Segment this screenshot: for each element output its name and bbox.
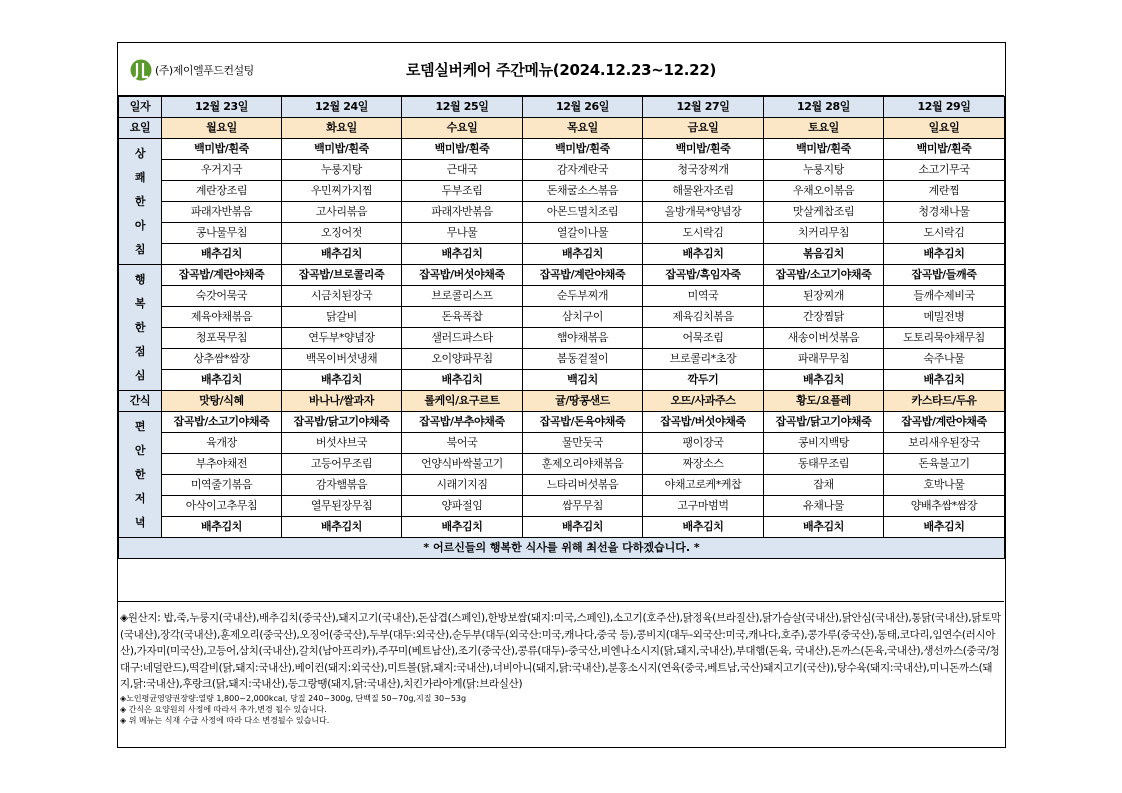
weekday-label: 요일 [119, 118, 162, 139]
lunch-item: 배추김치 [402, 370, 523, 391]
lunch-row [119, 328, 1005, 349]
lunch-item: 브로콜리*초장 [643, 349, 764, 370]
dinner-item: 잡곡밥/부추야채죽 [402, 412, 523, 433]
breakfast-item: 배추김치 [402, 244, 523, 265]
lunch-item: 도토리묵야채무침 [884, 328, 1005, 349]
breakfast-item: 도시락김 [884, 223, 1005, 244]
lunch-item: 잡곡밥/흑임자죽 [643, 265, 764, 286]
dinner-item: 육개장 [162, 433, 282, 454]
dinner-label-char: 편 [134, 419, 146, 433]
origin-text: ◈원산지: 밥,죽,누룽지(국내산),배추김치(중국산),돼지고기(국내산),돈삼겹(스페인),한방보쌈(돼지:미국,스페인),소고기(호주산),닭정육(브라질산),닭가슴살(국내산),닭안심(국내산),통닭(국내산),닭토막(국내산),장각(국내산),훈제오리(중국산),오징어(중국산),두부(대두:외국산),순두부(대두(외국산:미국,캐나다,중국 등),콩비지(대두-외국산:미국,캐나다,호주),콩가루(중국산),동태,코다리,임연수(러시아산),가자미(미국산),고등어,삼치(국내산),갈치(남아프리카),주꾸미(베트남산),조기(중국산),콩류(대두)-중국산,비엔나소시지(닭,돼지,국내산),부대햄(돈육, 국내산),돈까스(돈육,국내산),생선까스(중국/청대구:네덜란드),떡갈비(닭,돼지:국내산),베이컨(돼지:외국산),미트볼(닭,돼지:국내산),너비아니(돼지,닭:국내산),분홍소시지(연육(중국,베트남,국산)돼지고기(국산)),탕수육(돼지:국내산),미니돈까스(돼지,닭:국내산),후랑크(닭,돼지:국내산),동그랑땡(돼지,닭:국내산),치킨가라아게(닭:브라실산) [120, 612, 1001, 690]
breakfast-item: 올방개묵*양념장 [643, 202, 764, 223]
snack-item: 오뜨/사과주스 [643, 391, 764, 412]
breakfast-item: 누룽지탕 [282, 160, 402, 181]
lunch-item: 배추김치 [764, 370, 884, 391]
dinner-item: 양파절임 [402, 496, 523, 517]
lunch-item: 잡곡밥/버섯야채죽 [402, 265, 523, 286]
lunch-item: 브로콜리스프 [402, 286, 523, 307]
lunch-item: 메밀전병 [884, 307, 1005, 328]
dinner-item: 언양식바싹불고기 [402, 454, 523, 475]
dinner-item: 배추김치 [643, 517, 764, 538]
lunch-row [119, 370, 1005, 391]
breakfast-item: 배추김치 [523, 244, 643, 265]
dinner-item: 잡채 [764, 475, 884, 496]
weekly-menu-table [118, 96, 1005, 559]
lunch-row [119, 349, 1005, 370]
dinner-row [119, 517, 1005, 538]
lunch-label [119, 265, 162, 391]
notice-row [119, 538, 1005, 559]
dinner-item: 고등어무조림 [282, 454, 402, 475]
dinner-item: 미역줄기볶음 [162, 475, 282, 496]
dinner-item: 물만둣국 [523, 433, 643, 454]
lunch-item: 제육김치볶음 [643, 307, 764, 328]
dinner-item: 배추김치 [162, 517, 282, 538]
dinner-row [119, 412, 1005, 433]
lunch-label-char: 복 [134, 296, 146, 310]
dinner-label-char: 한 [134, 467, 146, 481]
breakfast-item: 배추김치 [282, 244, 402, 265]
lunch-item: 숙주나물 [884, 349, 1005, 370]
lunch-item: 깍두기 [643, 370, 764, 391]
company-name: (주)제이엘푸드컨설팅 [155, 64, 254, 77]
lunch-item: 파래무무침 [764, 349, 884, 370]
weekday-row [119, 118, 1005, 139]
dinner-item: 야채고로케*케찹 [643, 475, 764, 496]
footnote-nutrition: ◈노인평균영양권장량:열량 1,800~2,000kcal, 당질 240~300g, 단백질 50~70g,지질 30~53g [120, 693, 467, 703]
dinner-item: 보리새우된장국 [884, 433, 1005, 454]
breakfast-item: 해물완자조림 [643, 181, 764, 202]
lunch-item: 잡곡밥/소고기야채죽 [764, 265, 884, 286]
weekday-cell: 화요일 [282, 118, 402, 139]
breakfast-item: 소고기무국 [884, 160, 1005, 181]
lunch-item: 잡곡밥/들깨죽 [884, 265, 1005, 286]
lunch-item: 잡곡밥/브로콜리죽 [282, 265, 402, 286]
breakfast-item: 계란찜 [884, 181, 1005, 202]
dinner-item: 버섯샤브국 [282, 433, 402, 454]
snack-item: 맛탕/식혜 [162, 391, 282, 412]
date-cell: 12월 26일 [523, 97, 643, 118]
breakfast-item: 맛살케찹조림 [764, 202, 884, 223]
snack-item: 황도/요플레 [764, 391, 884, 412]
breakfast-label [119, 139, 162, 265]
lunch-item: 햄야채볶음 [523, 328, 643, 349]
lunch-item: 돈육폭찹 [402, 307, 523, 328]
lunch-item: 연두부*양념장 [282, 328, 402, 349]
dinner-item: 잡곡밥/계란야채죽 [884, 412, 1005, 433]
lunch-label-char: 점 [134, 344, 146, 358]
breakfast-item: 배추김치 [884, 244, 1005, 265]
notice: * 어르신들의 행복한 식사를 위해 최선을 다하겠습니다. * [119, 538, 1005, 559]
date-cell: 12월 23일 [162, 97, 282, 118]
dinner-item: 양배추쌈*쌈장 [884, 496, 1005, 517]
lunch-item: 닭갈비 [282, 307, 402, 328]
breakfast-row [119, 160, 1005, 181]
weekday-cell: 토요일 [764, 118, 884, 139]
lunch-item: 순두부찌개 [523, 286, 643, 307]
snack-item: 바나나/쌀과자 [282, 391, 402, 412]
lunch-item: 배추김치 [282, 370, 402, 391]
lunch-label-char: 행 [134, 272, 146, 286]
breakfast-item: 볶음김치 [764, 244, 884, 265]
breakfast-item: 고사리볶음 [282, 202, 402, 223]
lunch-item: 들깨수제비국 [884, 286, 1005, 307]
origin-info [118, 601, 1004, 747]
breakfast-item: 파래자반볶음 [162, 202, 282, 223]
lunch-item: 봄동겉절이 [523, 349, 643, 370]
date-cell: 12월 27일 [643, 97, 764, 118]
breakfast-label-char: 아 [134, 218, 146, 232]
dinner-item: 배추김치 [884, 517, 1005, 538]
dinner-item: 쌈무무침 [523, 496, 643, 517]
lunch-item: 간장찜닭 [764, 307, 884, 328]
breakfast-item: 파래자반볶음 [402, 202, 523, 223]
breakfast-item: 백미밥/흰죽 [884, 139, 1005, 160]
dinner-item: 북어국 [402, 433, 523, 454]
breakfast-item: 백미밥/흰죽 [523, 139, 643, 160]
lunch-item: 백김치 [523, 370, 643, 391]
weekday-cell: 일요일 [884, 118, 1005, 139]
date-cell: 12월 25일 [402, 97, 523, 118]
dinner-item: 유채나물 [764, 496, 884, 517]
dinner-item: 아삭이고추무침 [162, 496, 282, 517]
lunch-item: 오이양파무침 [402, 349, 523, 370]
lunch-item: 잡곡밥/계란야채죽 [523, 265, 643, 286]
dinner-label-char: 녁 [134, 515, 146, 529]
lunch-item: 어묵조림 [643, 328, 764, 349]
snack-item: 카스타드/두유 [884, 391, 1005, 412]
dinner-row [119, 433, 1005, 454]
breakfast-label-char: 침 [134, 242, 146, 256]
date-label: 일자 [119, 97, 162, 118]
dinner-item: 잡곡밥/닭고기야채죽 [282, 412, 402, 433]
lunch-item: 제육야채볶음 [162, 307, 282, 328]
breakfast-item: 백미밥/흰죽 [764, 139, 884, 160]
breakfast-row [119, 223, 1005, 244]
breakfast-label-char: 한 [134, 194, 146, 208]
date-cell: 12월 24일 [282, 97, 402, 118]
snack-item: 귤/땅콩샌드 [523, 391, 643, 412]
dinner-item: 동태무조림 [764, 454, 884, 475]
breakfast-item: 배추김치 [643, 244, 764, 265]
dinner-item: 짜장소스 [643, 454, 764, 475]
header [118, 43, 1004, 96]
lunch-item: 샐러드파스타 [402, 328, 523, 349]
breakfast-row [119, 181, 1005, 202]
dinner-item: 느타리버섯볶음 [523, 475, 643, 496]
breakfast-item: 감자계란국 [523, 160, 643, 181]
lunch-item: 미역국 [643, 286, 764, 307]
breakfast-item: 아몬드멸치조림 [523, 202, 643, 223]
breakfast-item: 근대국 [402, 160, 523, 181]
breakfast-item: 두부조림 [402, 181, 523, 202]
dinner-label-char: 안 [134, 443, 146, 457]
dinner-item: 돈육불고기 [884, 454, 1005, 475]
breakfast-item: 백미밥/흰죽 [162, 139, 282, 160]
breakfast-item: 치커리무침 [764, 223, 884, 244]
snack-item: 롤케익/요구르트 [402, 391, 523, 412]
weekday-cell: 월요일 [162, 118, 282, 139]
breakfast-item: 청경채나물 [884, 202, 1005, 223]
breakfast-item: 오징어젓 [282, 223, 402, 244]
breakfast-item: 우거지국 [162, 160, 282, 181]
weekday-cell: 수요일 [402, 118, 523, 139]
dinner-item: 훈제오리야채볶음 [523, 454, 643, 475]
date-row [119, 97, 1005, 118]
breakfast-item: 누룽지탕 [764, 160, 884, 181]
lunch-item: 상추쌈*쌈장 [162, 349, 282, 370]
date-cell: 12월 28일 [764, 97, 884, 118]
lunch-item: 백목이버섯냉채 [282, 349, 402, 370]
date-cell: 12월 29일 [884, 97, 1005, 118]
dinner-item: 잡곡밥/닭고기야채죽 [764, 412, 884, 433]
breakfast-item: 백미밥/흰죽 [402, 139, 523, 160]
breakfast-label-char: 쾌 [134, 170, 146, 184]
dinner-item: 감자햄볶음 [282, 475, 402, 496]
breakfast-row [119, 139, 1005, 160]
dinner-item: 잡곡밥/버섯야채죽 [643, 412, 764, 433]
dinner-item: 배추김치 [764, 517, 884, 538]
lunch-label-char: 한 [134, 320, 146, 334]
dinner-item: 고구마범벅 [643, 496, 764, 517]
dinner-item: 시래기지짐 [402, 475, 523, 496]
breakfast-item: 백미밥/흰죽 [643, 139, 764, 160]
lunch-item: 숙갓어묵국 [162, 286, 282, 307]
lunch-row [119, 307, 1005, 328]
snack-label: 간식 [119, 391, 162, 412]
dinner-item: 배추김치 [402, 517, 523, 538]
dinner-item: 배추김치 [523, 517, 643, 538]
breakfast-item: 우민찌가지찜 [282, 181, 402, 202]
dinner-item: 열무된장무침 [282, 496, 402, 517]
dinner-item: 호박나물 [884, 475, 1005, 496]
dinner-row [119, 454, 1005, 475]
breakfast-item: 우채오이볶음 [764, 181, 884, 202]
dinner-item: 잡곡밥/돈육야채죽 [523, 412, 643, 433]
lunch-item: 잡곡밥/계란야채죽 [162, 265, 282, 286]
breakfast-item: 계란장조림 [162, 181, 282, 202]
dinner-item: 콩비지백탕 [764, 433, 884, 454]
dinner-item: 배추김치 [282, 517, 402, 538]
lunch-label-char: 심 [134, 368, 146, 382]
dinner-row [119, 496, 1005, 517]
lunch-row [119, 265, 1005, 286]
lunch-item: 시금치된장국 [282, 286, 402, 307]
dinner-item: 잡곡밥/소고기야채죽 [162, 412, 282, 433]
dinner-label-char: 저 [134, 491, 146, 505]
breakfast-item: 청국장찌개 [643, 160, 764, 181]
menu-sheet [117, 42, 1006, 748]
breakfast-item: 무나물 [402, 223, 523, 244]
weekday-cell: 금요일 [643, 118, 764, 139]
lunch-item: 된장찌개 [764, 286, 884, 307]
footnote-menu-change: ◈ 위 메뉴는 식재 수급 사정에 따라 다소 변경될수 있습니다. [120, 715, 330, 725]
breakfast-row [119, 244, 1005, 265]
dinner-item: 부추야채전 [162, 454, 282, 475]
lunch-row [119, 286, 1005, 307]
snack-row [119, 391, 1005, 412]
dinner-item: 팽이장국 [643, 433, 764, 454]
breakfast-label-char: 상 [134, 146, 146, 160]
breakfast-item: 돈채굴소스볶음 [523, 181, 643, 202]
breakfast-item: 백미밥/흰죽 [282, 139, 402, 160]
dinner-row [119, 475, 1005, 496]
breakfast-row [119, 202, 1005, 223]
footnote-snack: ◈ 간식은 요양원의 사정에 따라서 추가,변경 될수 있습니다. [120, 704, 327, 714]
lunch-item: 배추김치 [884, 370, 1005, 391]
weekday-cell: 목요일 [523, 118, 643, 139]
breakfast-item: 배추김치 [162, 244, 282, 265]
lunch-item: 배추김치 [162, 370, 282, 391]
dinner-label [119, 412, 162, 538]
lunch-item: 삼치구이 [523, 307, 643, 328]
breakfast-item: 도시락김 [643, 223, 764, 244]
lunch-item: 새송이버섯볶음 [764, 328, 884, 349]
breakfast-item: 열갈이나물 [523, 223, 643, 244]
lunch-item: 청포묵무침 [162, 328, 282, 349]
breakfast-item: 콩나물무침 [162, 223, 282, 244]
page-title: 로뎀실버케어 주간메뉴(2024.12.23~12.22) [405, 61, 717, 79]
